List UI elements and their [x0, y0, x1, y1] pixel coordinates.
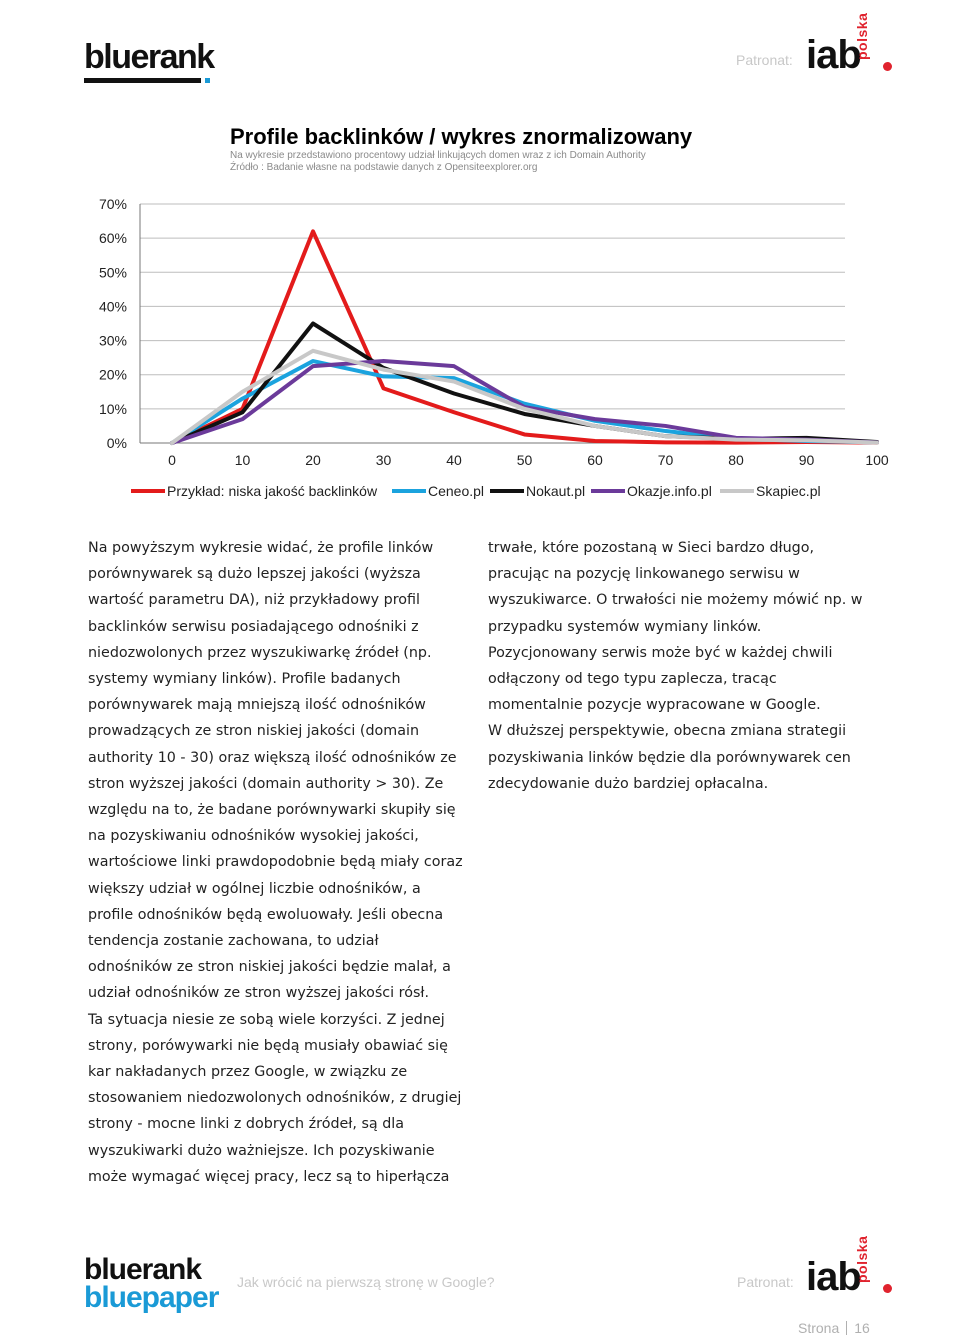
y-tick-label: 60% — [98, 230, 127, 247]
x-tick-label: 20 — [305, 452, 321, 468]
body-line: prowadzących ze stron niskiej jakości (domain — [88, 723, 420, 740]
patron-label: Patronat: — [736, 52, 793, 68]
body-line: momentalnie pozycje wypracowane w Google. — [488, 697, 821, 714]
body-line: authority 10 - 30) oraz większą ilość odnośników ze — [88, 749, 457, 766]
x-tick-label: 60 — [587, 452, 603, 468]
body-line: profile odnośników będą ewoluowały. Jeśli obecna — [88, 906, 444, 923]
body-line: backlinków serwisu posiadającego odnośniki z — [88, 618, 419, 635]
footer-patron-label: Patronat: — [737, 1274, 794, 1290]
right-column-text — [488, 535, 863, 797]
body-line: na pozyskiwaniu odnośników wysokiej jakości, — [88, 828, 419, 845]
legend-label: Skapiec.pl — [756, 483, 821, 499]
footer-iab-dot-icon — [883, 1284, 892, 1293]
y-tick-label: 10% — [98, 400, 127, 417]
bluerank-logo: bluerank — [84, 38, 214, 77]
y-tick-label: 50% — [98, 264, 127, 281]
body-line: stosowaniem niedozwolonych odnośników, z drugiej — [88, 1090, 462, 1107]
x-tick-label: 90 — [798, 452, 815, 468]
footer-title: Jak wrócić na pierwszą stronę w Google? — [237, 1274, 495, 1290]
body-line: pozyskiwania linków będzie dla porównywarek cen — [488, 749, 851, 766]
y-tick-label: 20% — [98, 366, 127, 383]
left-column-text — [88, 535, 463, 1190]
body-line: większy udział w ogólnej liczbie odnośników, a — [88, 880, 421, 897]
body-line: udział odnośników ze stron wyższej jakości rósł. — [88, 985, 430, 1002]
legend-label: Ceneo.pl — [428, 483, 485, 499]
x-tick-label: 80 — [728, 452, 744, 468]
body-line: stron wyższej jakości (domain authority > 30). Ze — [88, 775, 444, 792]
x-tick-label: 40 — [446, 452, 462, 468]
body-line: porównywarek mają mniejszą ilość odnośników — [88, 697, 426, 714]
y-tick-label: 0% — [106, 435, 127, 451]
page-number-value: 16 — [854, 1320, 870, 1336]
footer-iab-polska-label: polska — [854, 1235, 870, 1283]
x-tick-label: 10 — [234, 452, 251, 468]
body-line: względu na to, że badane porównywarki skupiły się — [88, 802, 456, 819]
body-line: strony - mocne linki z dobrych źródeł, są dla — [88, 1116, 405, 1133]
iab-dot-icon — [883, 62, 892, 71]
y-tick-label: 40% — [98, 298, 127, 315]
page-number — [798, 1320, 870, 1336]
body-line: strony, porówywarki nie będą musiały obawiać się — [88, 1037, 448, 1054]
x-tick-label: 0 — [168, 452, 176, 468]
x-tick-label: 70 — [657, 452, 674, 468]
body-line: może wymagać więcej pracy, lecz są to hiperłącza — [88, 1168, 450, 1185]
body-line: odnośników ze stron niskiej jakości będzie malał, a — [88, 959, 451, 976]
body-line: wyszukiwarce. O trwałości nie możemy mówić np. w — [488, 592, 863, 609]
line-chart — [0, 190, 960, 510]
body-line: systemy wymiany linków). Profile badanych — [88, 671, 401, 688]
body-line: Ta sytuacja niesie ze sobą wiele korzyści. Z jednej — [88, 1011, 445, 1028]
y-tick-label: 70% — [98, 196, 127, 212]
body-line: zdecydowanie dużo bardziej opłacalna. — [488, 775, 769, 792]
footer-logo-bluerank: bluerank — [84, 1253, 202, 1286]
chart-subtitle: Na wykresie przedstawiono procentowy udział linkujących domen wraz z ich Domain Authority — [230, 150, 646, 161]
legend-label: Okazje.info.pl — [627, 483, 712, 499]
x-tick-label: 50 — [516, 452, 533, 468]
footer-iab-logo: iab — [806, 1255, 861, 1299]
iab-polska-label: polska — [854, 12, 870, 60]
body-line: wartościowe linki prawdopodobnie będą miały coraz — [88, 854, 463, 871]
body-line: Pozycjonowany serwis może być w każdej chwili — [488, 644, 833, 661]
body-line: pracując na pozycję linkowanego serwisu w — [488, 566, 800, 583]
body-line: wartość parametru DA), niż przykładowy profil — [88, 592, 421, 609]
iab-logo: iab — [806, 33, 861, 77]
series-line-2 — [172, 324, 877, 444]
body-line: Na powyższym wykresie widać, że profile linków — [88, 540, 434, 556]
page-label: Strona — [798, 1320, 840, 1336]
footer-logo-bluepaper: bluepaper — [84, 1281, 219, 1314]
body-line: niedozwolonych przez wyszukiwarkę źródeł (np. — [88, 644, 432, 661]
body-line: porównywarek są dużo lepszej jakości (wyższa — [88, 566, 421, 583]
body-line: tendencja zostanie zachowana, to udział — [88, 933, 379, 950]
series-line-4 — [172, 351, 877, 443]
chart-title: Profile backlinków / wykres znormalizowany — [230, 124, 693, 149]
body-line: odłączony od tego typu zaplecza, tracąc — [488, 671, 777, 688]
legend-label: Nokaut.pl — [526, 483, 586, 499]
y-tick-label: 30% — [98, 332, 127, 349]
legend-label: Przykład: niska jakość backlinków — [167, 483, 378, 499]
body-line: kar nakładanych przez Google, w związku ze — [88, 1064, 408, 1081]
body-line: przypadku systemów wymiany linków. — [488, 618, 762, 635]
bluepaper-logo — [84, 1253, 219, 1314]
body-line: trwałe, które pozostaną w Sieci bardzo długo, — [488, 540, 815, 556]
chart-source: Źródło : Badanie własne na podstawie danych z Opensiteexplorer.org — [230, 162, 538, 173]
body-line: wyszukiwarki dużo ważniejsze. Ich pozyskiwanie — [88, 1142, 435, 1159]
body-line: W dłuższej perspektywie, obecna zmiana strategii — [488, 723, 847, 740]
series-line-0 — [172, 231, 877, 443]
x-tick-label: 100 — [865, 452, 889, 468]
x-tick-label: 30 — [375, 452, 392, 468]
